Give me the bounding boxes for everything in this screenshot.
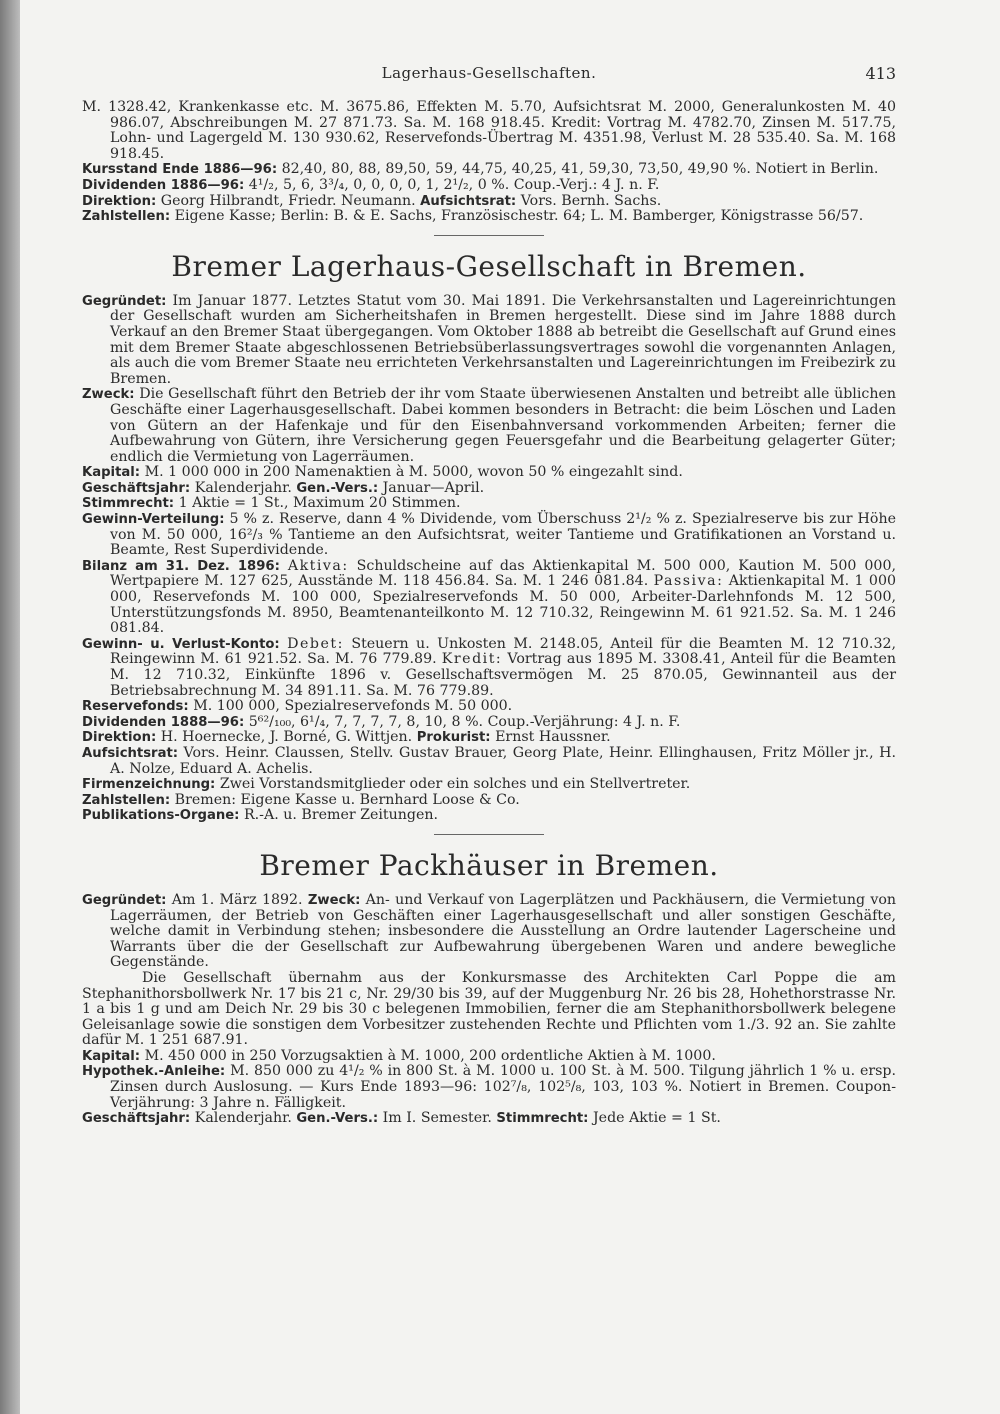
entry-dividenden: Dividenden 1888—96: 5⁶²/₁₀₀, 6¹/₄, 7, 7, 7, 7, 8, 10, 8 %. Coup.-Verjährung: 4 J. n. F. (82, 713, 681, 730)
entry-stimmrecht: Stimmrecht: 1 Aktie = 1 St., Maximum 20 Stimmen. (82, 495, 461, 512)
entry-zahlstellen: Zahlstellen: Bremen: Eigene Kasse u. Bernhard Loose & Co. (82, 791, 520, 808)
entry-reservefonds: Reservefonds: M. 100 000, Spezialreservefonds M. 50 000. (82, 698, 513, 715)
running-head (82, 60, 896, 86)
entry-gewinn-verlust-konto: Gewinn- u. Verlust-Konto: Debet: Steuern u. Unkosten M. 2148.05, Anteil für die Beamten M. 12 710.32, Reingewinn M. 61 921.52. Sa. M. 76 779.89. Kredit: Vortrag aus 1895 M. 3308.41, Anteil für die Beamten M. 12 710.32, Einkünfte 1896 v. Gesellschaftsvermögen M. 25 870.05, Gewinnanteil aus der Betriebsabrechnung M. 34 891.11. Sa. M. 76 779.89. (82, 635, 897, 699)
entry-gegruendet: Gegründet: Im Januar 1877. Letztes Statut vom 30. Mai 1891. Die Verkehrsanstalten und Lagereinrichtungen der Gesellschaft wurden am Sicherheitshafen in Bremen hergestellt. Diese sind im Jahre 1888 durch Verkauf an den Bremer Staat übergegangen. Vom Oktober 1888 ab betreibt die Gesellschaft auf Grund eines mit dem Bremer Staate abgeschlossenen Betriebsüberlassungsvertrages sowohl die vorgenannten Anlagen, als auch die vom Bremer Staate neu errichteten Verkehrsanstalten und Lagereinrichtungen im Freibezirk zu Bremen. (82, 292, 896, 387)
entry-kapital: Kapital: M. 450 000 in 250 Vorzugsaktien à M. 1000, 200 ordentliche Aktien à M. 1000. (82, 1047, 716, 1064)
prev-entry-dividenden: Dividenden 1886—96: 4¹/₂, 5, 6, 3³/₄, 0, 0, 0, 0, 1, 2¹/₂, 0 %. Coup.-Verj.: 4 J. n. F. (82, 176, 660, 193)
section-divider (434, 834, 544, 835)
section-title-bremer-lagerhaus: Bremer Lagerhaus-Gesellschaft in Bremen. (171, 249, 807, 283)
section-title-bremer-packhaeuser: Bremer Packhäuser in Bremen. (259, 848, 719, 882)
prev-entry-kursstand: Kursstand Ende 1886—96: 82,40, 80, 88, 89,50, 59, 44,75, 40,25, 41, 59,30, 73,50, 49,90 %. Notiert in Berlin. (82, 161, 879, 178)
entry-hypothek-anleihe: Hypothek.-Anleihe: M. 850 000 zu 4¹/₂ % in 800 St. à M. 1000 u. 100 St. à M. 500. Tilgung jährlich 1 % u. ersp. Zinsen durch Auslosung. — Kurs Ende 1893—96: 102⁷/₈, 102⁵/₈, 103, 103 %. Notiert in Bremen. Coupon-Verjährung: 3 Jahre n. Fälligkeit. (82, 1063, 896, 1111)
entry-gegruendet-zweck: Gegründet: Am 1. März 1892. Zweck: An- und Verkauf von Lagerplätzen und Packhäusern, die Vermietung von Lagerräumen, der Betrieb von Geschäften einer Lagerhausgesellschaft und aller sonstigen Geschäfte, welche damit in Verbindung stehen; insbesondere die Ausstellung an Ordre lautender Lagerscheine und Warrants über die der Gesellschaft zur Aufbewahrung übergebenen Waren und andere bewegliche Gegenstände. (82, 891, 897, 971)
prev-entry-guv-continuation: M. 1328.42, Krankenkasse etc. M. 3675.86, Effekten M. 5.70, Aufsichtsrat M. 2000, Generalunkosten M. 40 986.07, Abschreibungen M. 27 871.73. Sa. M. 168 918.45. Kredit: Vortrag M. 4782.70, Zinsen M. 517.75, Lohn- und Lagergeld M. 130 930.62, Reservefonds-Übertrag M. 4351.98, Verlust M. 28 535.40. Sa. M. 168 918.45. (82, 99, 896, 162)
running-head-title: Lagerhaus-Gesellschaften. (381, 64, 597, 82)
entry-bilanz: Bilanz am 31. Dez. 1896: Aktiva: Schuldscheine auf das Aktienkapital M. 500 000, Kaution M. 500 000, Wertpapiere M. 127 625, Ausstände M. 118 456.84. Sa. M. 1 246 081.84. Passiva: Aktienkapital M. 1 000 000, Reservefonds M. 100 000, Spezialreservefonds M. 50 000, Arbeiter-Darlehnfonds M. 12 500, Unterstützungsfonds M. 8950, Beamtenanteilkonto M. 12 710.32, Reingewinn M. 61 921.52. Sa. M. 1 246 081.84. (82, 557, 897, 637)
entry-zweck: Zweck: Die Gesellschaft führt den Betrieb der ihr vom Staate überwiesenen Anstalten und betreibt alle üblichen Geschäfte einer Lagerhausgesellschaft. Dabei kommen besonders in Betracht: die beim Löschen und Laden von Gütern an der Hafenkaje und für den Eisenbahnversand vorkommenden Arbeiten; ferner die Aufbewahrung von Gütern, ihre Versicherung gegen Feuersgefahr und die Bearbeitung gelagerter Güter; endlich die Vermietung von Lagerräumen. (82, 386, 896, 465)
prev-entry-zahlstellen: Zahlstellen: Eigene Kasse; Berlin: B. & E. Sachs, Französischestr. 64; L. M. Bamberger, Königstrasse 56/57. (82, 208, 864, 225)
page-content (82, 60, 896, 1127)
scanned-page (20, 0, 1000, 1414)
book-spine-edge (0, 0, 20, 1414)
entry-geschaeftsjahr: Geschäftsjahr: Kalenderjahr. Gen.-Vers.: Im I. Semester. Stimmrecht: Jede Aktie = 1 St. (82, 1110, 721, 1127)
entry-uebernahme-paragraph: Die Gesellschaft übernahm aus der Konkursmasse des Architekten Carl Poppe die am Stephanithorsbollwerk Nr. 17 bis 21 c, Nr. 29/30 bis 39, auf der Muggenburg Nr. 26 bis 28, Hohethorstrasse Nr. 1 a bis 1 g und am Deich Nr. 29 bis 30 c belegenen Immobilien, ferner die am Stephanithorsbollwerk belegene Geleisanlage sowie die sonstigen dem Vorbesitzer zustehenden Rechte und Pflichten vom 1./3. 92 an. Sie zahlte dafür M. 1 251 687.91. (82, 969, 896, 1049)
entry-aufsichtsrat: Aufsichtsrat: Vors. Heinr. Claussen, Stellv. Gustav Brauer, Georg Plate, Heinr. Ellinghausen, Fritz Möller jr., H. A. Nolze, Eduard A. Achelis. (82, 744, 896, 777)
entry-geschaeftsjahr: Geschäftsjahr: Kalenderjahr. Gen.-Vers.: Januar—April. (82, 479, 485, 496)
section-divider (434, 235, 544, 236)
entry-direktion: Direktion: H. Hoernecke, J. Borné, G. Wittjen. Prokurist: Ernst Haussner. (82, 729, 611, 746)
entry-firmenzeichnung: Firmenzeichnung: Zwei Vorstandsmitglieder oder ein solches und ein Stellvertreter. (82, 776, 691, 793)
page-number: 413 (865, 64, 896, 83)
prev-entry-direktion: Direktion: Georg Hilbrandt, Friedr. Neumann. Aufsichtsrat: Vors. Bernh. Sachs. (82, 192, 662, 209)
entry-publikationsorgane: Publikations-Organe: R.-A. u. Bremer Zeitungen. (82, 807, 439, 824)
entry-kapital: Kapital: M. 1 000 000 in 200 Namenaktien à M. 5000, wovon 50 % eingezahlt sind. (82, 464, 683, 481)
entry-gewinn-verteilung: Gewinn-Verteilung: 5 % z. Reserve, dann 4 % Dividende, vom Überschuss 2¹/₂ % z. Spezialreserve bis zur Höhe von M. 50 000, 16²/₃ % Tantieme an den Aufsichtsrat, weiter Tantieme und Gratifikationen an Vorstand u. Beamte, Rest Superdividende. (82, 511, 896, 559)
